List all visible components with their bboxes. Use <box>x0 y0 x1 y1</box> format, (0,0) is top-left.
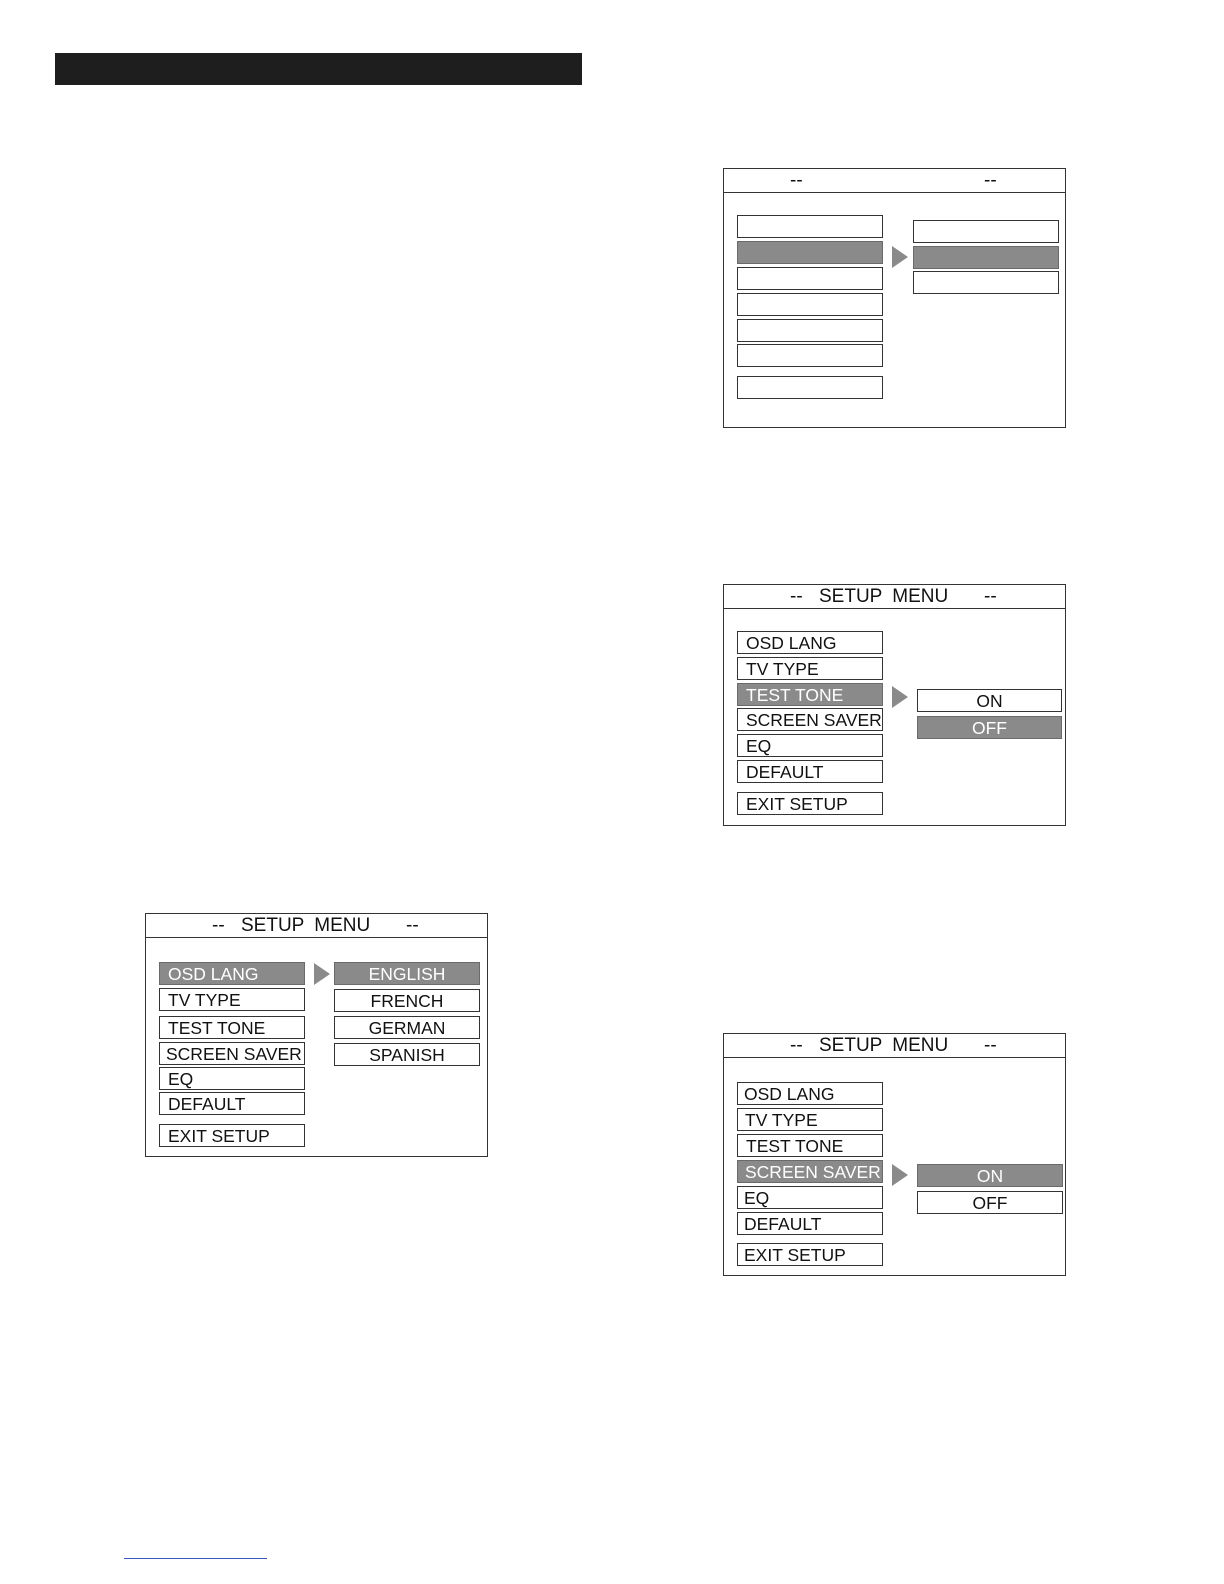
title-dash-right: -- <box>984 170 997 191</box>
title-dash-right: -- <box>406 915 419 936</box>
option-item[interactable] <box>913 220 1059 243</box>
menu-item-default[interactable]: DEFAULT <box>737 760 883 783</box>
title-dash-right: -- <box>984 1035 997 1056</box>
menu-title-bar <box>724 1034 1065 1058</box>
menu-title: SETUP MENU <box>819 1035 949 1056</box>
menu-item-eq[interactable]: EQ <box>737 734 883 757</box>
menu-title-bar <box>146 914 487 938</box>
setup-menu-blank <box>723 168 1066 428</box>
setup-menu-osd-lang <box>145 913 488 1157</box>
option-on[interactable]: ON <box>917 1164 1063 1187</box>
menu-item-screen-saver[interactable]: SCREEN SAVER <box>159 1042 305 1065</box>
option-off[interactable]: OFF <box>917 716 1062 739</box>
menu-title-bar <box>724 585 1065 609</box>
menu-title: SETUP MENU <box>819 586 949 607</box>
menu-item-osd-lang[interactable]: OSD LANG <box>737 631 883 654</box>
menu-item-exit-setup[interactable]: EXIT SETUP <box>737 1243 883 1266</box>
option-item[interactable] <box>913 271 1059 294</box>
menu-item-default[interactable]: DEFAULT <box>737 1212 883 1235</box>
option-item[interactable] <box>913 246 1059 269</box>
menu-title: SETUP MENU <box>241 915 371 936</box>
title-dash-left: -- <box>790 170 803 191</box>
right-triangle-arrow-icon <box>314 963 330 985</box>
menu-title-bar <box>724 169 1065 193</box>
menu-item-screen-saver[interactable]: SCREEN SAVER <box>737 708 883 731</box>
menu-item[interactable] <box>737 319 883 342</box>
menu-item-screen-saver[interactable]: SCREEN SAVER <box>737 1160 883 1183</box>
title-dash-left: -- <box>790 586 803 607</box>
option-off[interactable]: OFF <box>917 1191 1063 1214</box>
footer-link-underline <box>124 1558 267 1559</box>
title-dash-right: -- <box>984 586 997 607</box>
menu-item-default[interactable]: DEFAULT <box>159 1092 305 1115</box>
section-header-bar <box>55 53 582 85</box>
option-german[interactable]: GERMAN <box>334 1016 480 1039</box>
menu-item-osd-lang[interactable]: OSD LANG <box>159 962 305 985</box>
menu-item-eq[interactable]: EQ <box>737 1186 883 1209</box>
menu-item[interactable] <box>737 293 883 316</box>
menu-item-test-tone[interactable]: TEST TONE <box>159 1016 305 1039</box>
setup-menu-screen-saver <box>723 1033 1066 1276</box>
menu-item-exit-setup[interactable]: EXIT SETUP <box>737 792 883 815</box>
menu-item-eq[interactable]: EQ <box>159 1067 305 1090</box>
menu-item-tv-type[interactable]: TV TYPE <box>159 988 305 1011</box>
right-triangle-arrow-icon <box>892 246 908 268</box>
menu-item-exit-setup[interactable]: EXIT SETUP <box>159 1124 305 1147</box>
option-spanish[interactable]: SPANISH <box>334 1043 480 1066</box>
option-on[interactable]: ON <box>917 689 1062 712</box>
menu-item-osd-lang[interactable]: OSD LANG <box>737 1082 883 1105</box>
menu-item-test-tone[interactable]: TEST TONE <box>737 683 883 706</box>
option-english[interactable]: ENGLISH <box>334 962 480 985</box>
menu-item[interactable] <box>737 215 883 238</box>
title-dash-left: -- <box>790 1035 803 1056</box>
menu-item[interactable] <box>737 344 883 367</box>
menu-item-tv-type[interactable]: TV TYPE <box>737 657 883 680</box>
menu-item[interactable] <box>737 267 883 290</box>
setup-menu-test-tone <box>723 584 1066 826</box>
menu-item-tv-type[interactable]: TV TYPE <box>737 1108 883 1131</box>
menu-item[interactable] <box>737 376 883 399</box>
right-triangle-arrow-icon <box>892 686 908 708</box>
menu-item-test-tone[interactable]: TEST TONE <box>737 1134 883 1157</box>
option-french[interactable]: FRENCH <box>334 989 480 1012</box>
right-triangle-arrow-icon <box>892 1164 908 1186</box>
title-dash-left: -- <box>212 915 225 936</box>
menu-item[interactable] <box>737 241 883 264</box>
